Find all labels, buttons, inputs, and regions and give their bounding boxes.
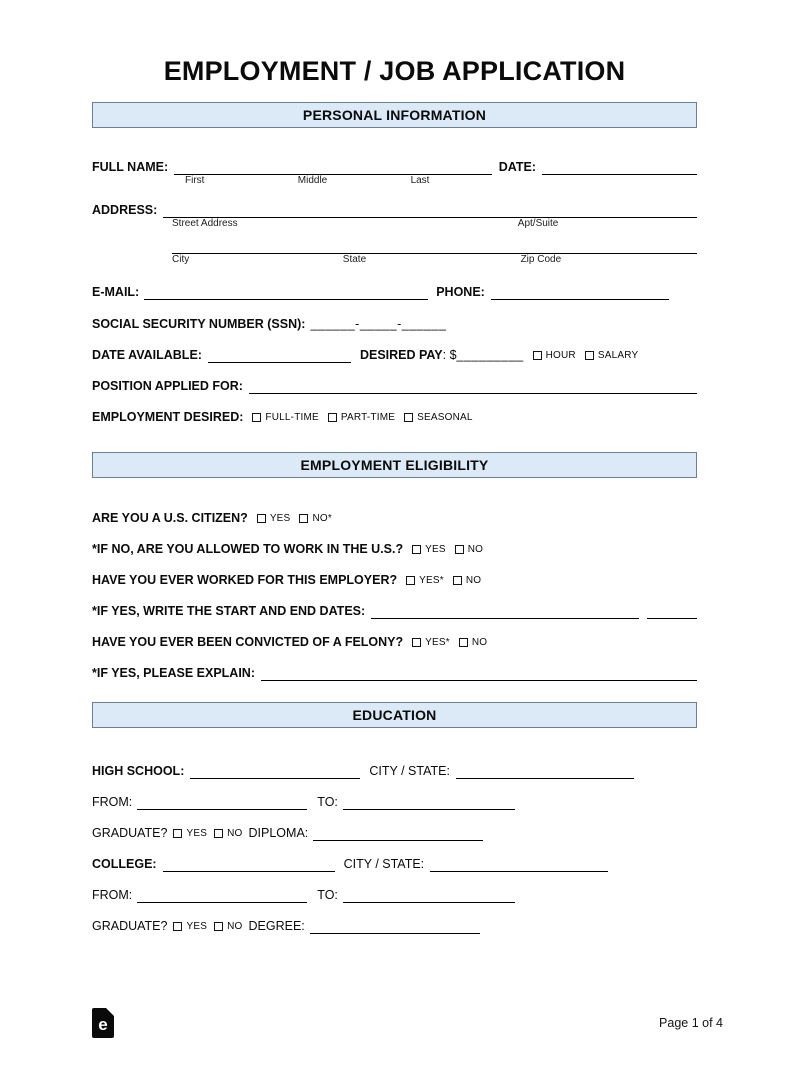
date-label: DATE: bbox=[498, 160, 536, 175]
page-title: EMPLOYMENT / JOB APPLICATION bbox=[163, 56, 626, 86]
college-graduate-yes-group bbox=[173, 919, 207, 934]
address-row-2 bbox=[92, 242, 697, 254]
full-name-input-line[interactable] bbox=[174, 161, 492, 175]
position-applied-for-label: POSITION APPLIED FOR: bbox=[92, 379, 243, 394]
please-explain-row bbox=[92, 664, 697, 681]
high-school-input-line[interactable] bbox=[190, 765, 360, 779]
hs-graduate-yes-label: YES bbox=[186, 827, 208, 839]
street-address-input-line[interactable] bbox=[163, 204, 697, 218]
felony-row bbox=[92, 633, 697, 650]
full-time-checkbox-group bbox=[252, 410, 318, 425]
diploma-label: DIPLOMA: bbox=[248, 826, 309, 841]
hour-checkbox-group bbox=[533, 348, 576, 363]
worked-for-employer-row bbox=[92, 571, 697, 588]
college-graduate-no-label: NO bbox=[227, 920, 243, 932]
college-input-line[interactable] bbox=[163, 858, 335, 872]
allowed-to-work-yes-group bbox=[412, 542, 446, 557]
eforms-logo-letter: e bbox=[98, 1015, 108, 1034]
college-graduate-row bbox=[92, 917, 697, 934]
ssn-input-blanks[interactable]: ______-_____-______ bbox=[310, 317, 447, 332]
high-school-graduate-row bbox=[92, 824, 697, 841]
eforms-logo-icon bbox=[92, 1008, 114, 1038]
degree-input-line[interactable] bbox=[310, 920, 480, 934]
date-input-line[interactable] bbox=[542, 161, 697, 175]
college-city-state-label: CITY / STATE: bbox=[343, 857, 425, 872]
hour-checkbox-label: HOUR bbox=[545, 349, 576, 361]
felony-yes-group bbox=[412, 635, 450, 650]
worked-for-employer-yes-checkbox[interactable] bbox=[406, 576, 415, 585]
salary-checkbox-group bbox=[585, 348, 638, 363]
felony-yes-checkbox[interactable] bbox=[412, 638, 421, 647]
college-to-label: TO: bbox=[317, 888, 338, 903]
allowed-to-work-yes-checkbox[interactable] bbox=[412, 545, 421, 554]
worked-for-employer-yes-label: YES* bbox=[419, 574, 444, 586]
address-sublabels-1 bbox=[172, 218, 697, 230]
please-explain-label: *IF YES, PLEASE EXPLAIN: bbox=[92, 666, 256, 681]
college-city-state-input-line[interactable] bbox=[430, 858, 608, 872]
us-citizen-question-label: ARE YOU A U.S. CITIZEN? bbox=[92, 511, 248, 526]
worked-for-employer-question-label: HAVE YOU EVER WORKED FOR THIS EMPLOYER? bbox=[92, 573, 398, 588]
ssn-row bbox=[92, 315, 697, 332]
college-graduate-no-group bbox=[214, 919, 242, 934]
us-citizen-yes-group bbox=[257, 511, 291, 526]
hs-graduate-yes-checkbox[interactable] bbox=[173, 829, 182, 838]
phone-input-line[interactable] bbox=[491, 286, 669, 300]
full-name-row bbox=[92, 158, 697, 175]
desired-pay-input-blanks[interactable]: _________ bbox=[456, 348, 524, 363]
diploma-input-line[interactable] bbox=[313, 827, 483, 841]
hs-from-input-line[interactable] bbox=[137, 796, 307, 810]
worked-for-employer-no-group bbox=[453, 573, 481, 588]
us-citizen-no-group bbox=[299, 511, 332, 526]
first-name-sublabel: First bbox=[185, 175, 205, 187]
full-name-label: FULL NAME: bbox=[92, 160, 169, 175]
address-label: ADDRESS: bbox=[92, 203, 158, 218]
hs-graduate-no-group bbox=[214, 826, 242, 841]
hs-to-label: TO: bbox=[317, 795, 338, 810]
start-end-dates-input-line-2[interactable] bbox=[647, 605, 697, 619]
employment-desired-label: EMPLOYMENT DESIRED: bbox=[92, 410, 244, 425]
please-explain-input-line[interactable] bbox=[261, 667, 697, 681]
college-graduate-no-checkbox[interactable] bbox=[214, 922, 223, 931]
full-time-checkbox[interactable] bbox=[252, 413, 261, 422]
college-dates-row bbox=[92, 886, 697, 903]
middle-name-sublabel: Middle bbox=[297, 175, 328, 187]
hs-city-state-input-line[interactable] bbox=[456, 765, 634, 779]
salary-checkbox-label: SALARY bbox=[597, 349, 639, 361]
us-citizen-no-label: NO* bbox=[312, 512, 332, 524]
allowed-to-work-row bbox=[92, 540, 697, 557]
high-school-dates-row bbox=[92, 793, 697, 810]
college-graduate-label: GRADUATE? bbox=[92, 919, 168, 934]
section-header-personal-information: PERSONAL INFORMATION bbox=[92, 102, 697, 128]
apt-suite-sublabel: Apt/Suite bbox=[517, 218, 559, 230]
name-sublabels bbox=[185, 175, 697, 187]
high-school-row bbox=[92, 762, 697, 779]
desired-pay-label: DESIRED PAY bbox=[359, 348, 443, 363]
allowed-to-work-yes-label: YES bbox=[425, 543, 446, 555]
date-available-label: DATE AVAILABLE: bbox=[92, 348, 202, 363]
job-application-page bbox=[0, 57, 791, 1081]
worked-for-employer-no-checkbox[interactable] bbox=[453, 576, 462, 585]
email-phone-row bbox=[92, 283, 697, 300]
worked-for-employer-yes-group bbox=[406, 573, 444, 588]
felony-no-group bbox=[459, 635, 487, 650]
date-available-input-line[interactable] bbox=[208, 349, 351, 363]
seasonal-checkbox[interactable] bbox=[404, 413, 413, 422]
us-citizen-yes-checkbox[interactable] bbox=[257, 514, 266, 523]
degree-label: DEGREE: bbox=[248, 919, 305, 934]
allowed-to-work-question-label: *IF NO, ARE YOU ALLOWED TO WORK IN THE U.S.? bbox=[92, 542, 404, 557]
hs-graduate-label: GRADUATE? bbox=[92, 826, 168, 841]
college-from-label: FROM: bbox=[92, 888, 133, 903]
us-citizen-row bbox=[92, 509, 697, 526]
last-name-sublabel: Last bbox=[410, 175, 430, 187]
position-row bbox=[92, 377, 697, 394]
college-from-input-line[interactable] bbox=[137, 889, 307, 903]
section-header-employment-eligibility: EMPLOYMENT ELIGIBILITY bbox=[92, 452, 697, 478]
felony-question-label: HAVE YOU EVER BEEN CONVICTED OF A FELONY? bbox=[92, 635, 404, 650]
us-citizen-yes-label: YES bbox=[269, 512, 291, 524]
seasonal-checkbox-group bbox=[404, 410, 473, 425]
full-time-checkbox-label: FULL-TIME bbox=[265, 411, 319, 423]
hs-city-state-label: CITY / STATE: bbox=[369, 764, 450, 779]
address-sublabels-2 bbox=[172, 254, 697, 266]
high-school-label: HIGH SCHOOL: bbox=[92, 764, 185, 779]
start-end-dates-label: *IF YES, WRITE THE START AND END DATES: bbox=[92, 604, 366, 619]
college-to-input-line[interactable] bbox=[343, 889, 515, 903]
part-time-checkbox-group bbox=[328, 410, 395, 425]
hs-from-label: FROM: bbox=[92, 795, 133, 810]
zip-code-sublabel: Zip Code bbox=[520, 254, 562, 266]
employment-desired-row bbox=[92, 408, 697, 425]
address-row bbox=[92, 201, 697, 218]
document-fold-corner bbox=[106, 1008, 114, 1016]
email-input-line[interactable] bbox=[144, 286, 428, 300]
part-time-checkbox-label: PART-TIME bbox=[340, 411, 396, 423]
hour-checkbox[interactable] bbox=[533, 351, 542, 360]
allowed-to-work-no-label: NO bbox=[467, 543, 484, 555]
hs-graduate-yes-group bbox=[173, 826, 207, 841]
street-address-sublabel: Street Address bbox=[172, 218, 238, 230]
felony-yes-label: YES* bbox=[425, 636, 450, 648]
part-time-checkbox[interactable] bbox=[328, 413, 337, 422]
hs-graduate-no-label: NO bbox=[227, 827, 243, 839]
state-sublabel: State bbox=[342, 254, 367, 266]
hs-graduate-no-checkbox[interactable] bbox=[214, 829, 223, 838]
college-graduate-yes-label: YES bbox=[186, 920, 208, 932]
start-end-dates-row bbox=[92, 602, 697, 619]
phone-label: PHONE: bbox=[436, 285, 485, 300]
allowed-to-work-no-group bbox=[455, 542, 483, 557]
allowed-to-work-no-checkbox[interactable] bbox=[455, 545, 464, 554]
hs-to-input-line[interactable] bbox=[343, 796, 515, 810]
seasonal-checkbox-label: SEASONAL bbox=[417, 411, 473, 423]
felony-no-checkbox[interactable] bbox=[459, 638, 468, 647]
ssn-label: SOCIAL SECURITY NUMBER (SSN): bbox=[92, 317, 306, 332]
start-end-dates-input-line-1[interactable] bbox=[371, 605, 639, 619]
desired-pay-separator: : $ bbox=[442, 348, 457, 363]
college-label: COLLEGE: bbox=[92, 857, 157, 872]
city-state-zip-input-line[interactable] bbox=[172, 240, 697, 254]
city-sublabel: City bbox=[172, 254, 190, 266]
college-row bbox=[92, 855, 697, 872]
college-graduate-yes-checkbox[interactable] bbox=[173, 922, 182, 931]
felony-no-label: NO bbox=[471, 636, 488, 648]
worked-for-employer-no-label: NO bbox=[465, 574, 482, 586]
email-label: E-MAIL: bbox=[92, 285, 140, 300]
us-citizen-no-checkbox[interactable] bbox=[299, 514, 308, 523]
page-number-label: Page 1 of 4 bbox=[659, 1016, 723, 1030]
date-available-row bbox=[92, 346, 697, 363]
section-header-education: EDUCATION bbox=[92, 702, 697, 728]
page-footer bbox=[92, 1008, 723, 1038]
salary-checkbox[interactable] bbox=[585, 351, 594, 360]
position-input-line[interactable] bbox=[249, 380, 697, 394]
